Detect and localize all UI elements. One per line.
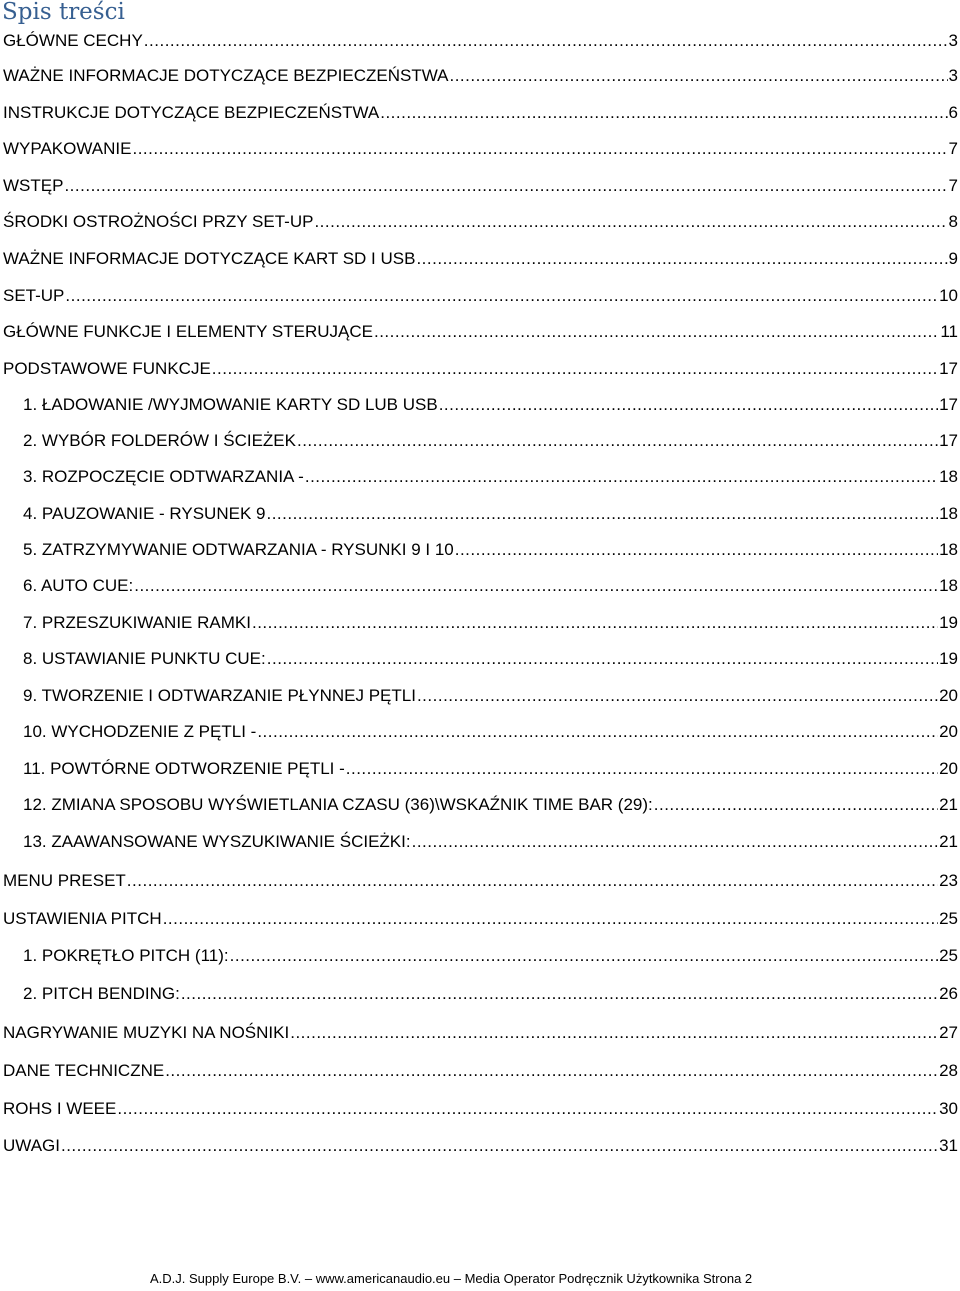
- toc-leader-dots: [117, 1097, 938, 1121]
- toc-entry[interactable]: [23, 757, 958, 781]
- toc-entry[interactable]: [23, 944, 958, 968]
- toc-entry-label: GŁÓWNE CECHY: [3, 31, 143, 50]
- toc-entry-label: WYPAKOWANIE: [3, 139, 132, 158]
- toc-entry-page: 30: [939, 1099, 958, 1118]
- toc-leader-dots: [144, 29, 948, 53]
- toc-entry-label: 1. POKRĘTŁO PITCH (11):: [23, 946, 229, 965]
- toc-entry[interactable]: [23, 647, 958, 671]
- toc-entry-label: 12. ZMIANA SPOSOBU WYŚWIETLANIA CZASU (36)\WSKAŹNIK TIME BAR (29):: [23, 795, 653, 814]
- toc-entry-label: ŚRODKI OSTROŻNOŚCI PRZY SET-UP: [3, 212, 314, 231]
- toc-entry-label: ROHS I WEEE: [3, 1099, 117, 1118]
- toc-entry-label: GŁÓWNE FUNKCJE I ELEMENTY STERUJĄCE: [3, 322, 373, 341]
- toc-leader-dots: [64, 174, 947, 198]
- toc-leader-dots: [163, 907, 938, 931]
- toc-entry-label: 5. ZATRZYMYWANIE ODTWARZANIA - RYSUNKI 9 I 10: [23, 540, 454, 559]
- toc-leader-dots: [181, 982, 938, 1006]
- toc-entry-page: 8: [948, 212, 958, 231]
- toc-entry-page: 26: [939, 984, 958, 1003]
- toc-entry-page: 20: [939, 759, 958, 778]
- toc-leader-dots: [412, 830, 938, 854]
- toc-entry[interactable]: [3, 320, 958, 344]
- toc-leader-dots: [134, 574, 938, 598]
- toc-entry-label: INSTRUKCJE DOTYCZĄCE BEZPIECZEŃSTWA: [3, 103, 380, 122]
- toc-entry-page: 23: [939, 871, 958, 890]
- toc-leader-dots: [449, 64, 947, 88]
- toc-entry-label: 1. ŁADOWANIE /WYJMOWANIE KARTY SD LUB USB: [23, 395, 438, 414]
- toc-entry-page: 19: [939, 613, 958, 632]
- toc-entry-page: 7: [948, 139, 958, 158]
- toc-entry-page: 28: [939, 1061, 958, 1080]
- toc-entry-page: 9: [948, 249, 958, 268]
- toc-entry-page: 21: [939, 832, 958, 851]
- toc-entry-label: WAŻNE INFORMACJE DOTYCZĄCE KART SD I USB: [3, 249, 416, 268]
- toc-entry[interactable]: [3, 174, 958, 198]
- toc-entry[interactable]: [3, 284, 958, 308]
- toc-entry-label: 10. WYCHODZENIE Z PĘTLI -: [23, 722, 257, 741]
- toc-leader-dots: [380, 101, 947, 125]
- toc-leader-dots: [290, 1021, 938, 1045]
- toc-leader-dots: [455, 538, 938, 562]
- toc-entry[interactable]: [3, 1021, 958, 1045]
- toc-entry-page: 10: [939, 286, 958, 305]
- toc-entry-page: 11: [940, 322, 958, 341]
- toc-leader-dots: [346, 757, 938, 781]
- toc-entry-label: DANE TECHNICZNE: [3, 1061, 165, 1080]
- toc-entry-label: 11. POWTÓRNE ODTWORZENIE PĘTLI -: [23, 759, 345, 778]
- toc-leader-dots: [230, 944, 938, 968]
- toc-entry-label: 3. ROZPOCZĘCIE ODTWARZANIA -: [23, 467, 304, 486]
- toc-leader-dots: [439, 393, 938, 417]
- toc-entry-page: 18: [939, 576, 958, 595]
- footer-text: A.D.J. Supply Europe B.V. – www.americanaudio.eu – Media Operator Podręcznik Użytkownika Strona 2: [150, 1271, 753, 1286]
- toc-entry[interactable]: [3, 907, 958, 931]
- toc-entry-label: USTAWIENIA PITCH: [3, 909, 162, 928]
- toc-entry-label: SET-UP: [3, 286, 65, 305]
- toc-entry[interactable]: [3, 64, 958, 88]
- toc-leader-dots: [305, 465, 938, 489]
- toc-entry[interactable]: [3, 101, 958, 125]
- toc-entry-page: 21: [939, 795, 958, 814]
- toc-entry[interactable]: [23, 720, 958, 744]
- toc-leader-dots: [654, 793, 938, 817]
- toc-entry-label: MENU PRESET: [3, 871, 126, 890]
- toc-entry-label: PODSTAWOWE FUNKCJE: [3, 359, 211, 378]
- toc-leader-dots: [165, 1059, 938, 1083]
- toc-leader-dots: [257, 720, 938, 744]
- toc-entry-page: 3: [948, 31, 958, 50]
- toc-leader-dots: [212, 357, 938, 381]
- toc-entry[interactable]: [3, 29, 958, 53]
- toc-entry[interactable]: [3, 210, 958, 234]
- toc-entry-label: 9. TWORZENIE I ODTWARZANIE PŁYNNEJ PĘTLI: [23, 686, 416, 705]
- toc-entry-label: UWAGI: [3, 1136, 60, 1155]
- toc-entry-page: 19: [939, 649, 958, 668]
- toc-leader-dots: [297, 429, 938, 453]
- toc-leader-dots: [314, 210, 947, 234]
- toc-entry-label: NAGRYWANIE MUZYKI NA NOŚNIKI: [3, 1023, 290, 1042]
- toc-entry[interactable]: [3, 137, 958, 161]
- toc-entry-label: 6. AUTO CUE:: [23, 576, 134, 595]
- toc-leader-dots: [374, 320, 939, 344]
- toc-entry-page: 25: [939, 909, 958, 928]
- toc-entry[interactable]: [23, 793, 958, 817]
- toc-entry[interactable]: [3, 357, 958, 381]
- toc-entry[interactable]: [23, 502, 958, 526]
- toc-entry-label: 2. WYBÓR FOLDERÓW I ŚCIEŻEK: [23, 431, 296, 450]
- toc-entry[interactable]: [23, 574, 958, 598]
- toc-entry[interactable]: [23, 538, 958, 562]
- toc-entry[interactable]: [23, 684, 958, 708]
- toc-entry-page: 7: [948, 176, 958, 195]
- toc-entry-page: 20: [939, 722, 958, 741]
- page-title: Spis treści: [2, 0, 125, 25]
- toc-leader-dots: [127, 869, 938, 893]
- toc-entry-label: 8. USTAWIANIE PUNKTU CUE:: [23, 649, 266, 668]
- toc-entry-page: 20: [939, 686, 958, 705]
- toc-entry[interactable]: [3, 1097, 958, 1121]
- toc-leader-dots: [416, 247, 947, 271]
- toc-entry-page: 25: [939, 946, 958, 965]
- toc-leader-dots: [417, 684, 938, 708]
- toc-leader-dots: [65, 284, 938, 308]
- toc-leader-dots: [266, 502, 938, 526]
- toc-entry-label: 4. PAUZOWANIE - RYSUNEK 9: [23, 504, 266, 523]
- toc-entry-page: 31: [939, 1136, 958, 1155]
- toc-entry-page: 18: [939, 540, 958, 559]
- toc-entry-page: 6: [948, 103, 958, 122]
- toc-entry-page: 18: [939, 504, 958, 523]
- toc-entry-label: 13. ZAAWANSOWANE WYSZUKIWANIE ŚCIEŻKI:: [23, 832, 411, 851]
- toc-entry-page: 18: [939, 467, 958, 486]
- toc-leader-dots: [267, 647, 938, 671]
- toc-entry[interactable]: [23, 393, 958, 417]
- toc-entry[interactable]: [3, 1059, 958, 1083]
- toc-entry[interactable]: [23, 611, 958, 635]
- toc-entry[interactable]: [23, 982, 958, 1006]
- toc-entry[interactable]: [3, 869, 958, 893]
- toc-entry[interactable]: [3, 247, 958, 271]
- toc-entry-page: 3: [948, 66, 958, 85]
- toc-entry-label: WSTĘP: [3, 176, 64, 195]
- toc-entry[interactable]: [3, 1134, 958, 1158]
- toc-entry-label: 2. PITCH BENDING:: [23, 984, 180, 1003]
- toc-leader-dots: [252, 611, 938, 635]
- toc-entry[interactable]: [23, 465, 958, 489]
- toc-entry[interactable]: [23, 830, 958, 854]
- toc-entry-page: 17: [939, 431, 958, 450]
- toc-entry-page: 17: [939, 359, 958, 378]
- toc-leader-dots: [61, 1134, 938, 1158]
- toc-entry-label: 7. PRZESZUKIWANIE RAMKI: [23, 613, 251, 632]
- toc-entry[interactable]: [23, 429, 958, 453]
- toc-entry-page: 17: [939, 395, 958, 414]
- toc-entry-page: 27: [939, 1023, 958, 1042]
- toc-entry-label: WAŻNE INFORMACJE DOTYCZĄCE BEZPIECZEŃSTWA: [3, 66, 449, 85]
- toc-leader-dots: [132, 137, 947, 161]
